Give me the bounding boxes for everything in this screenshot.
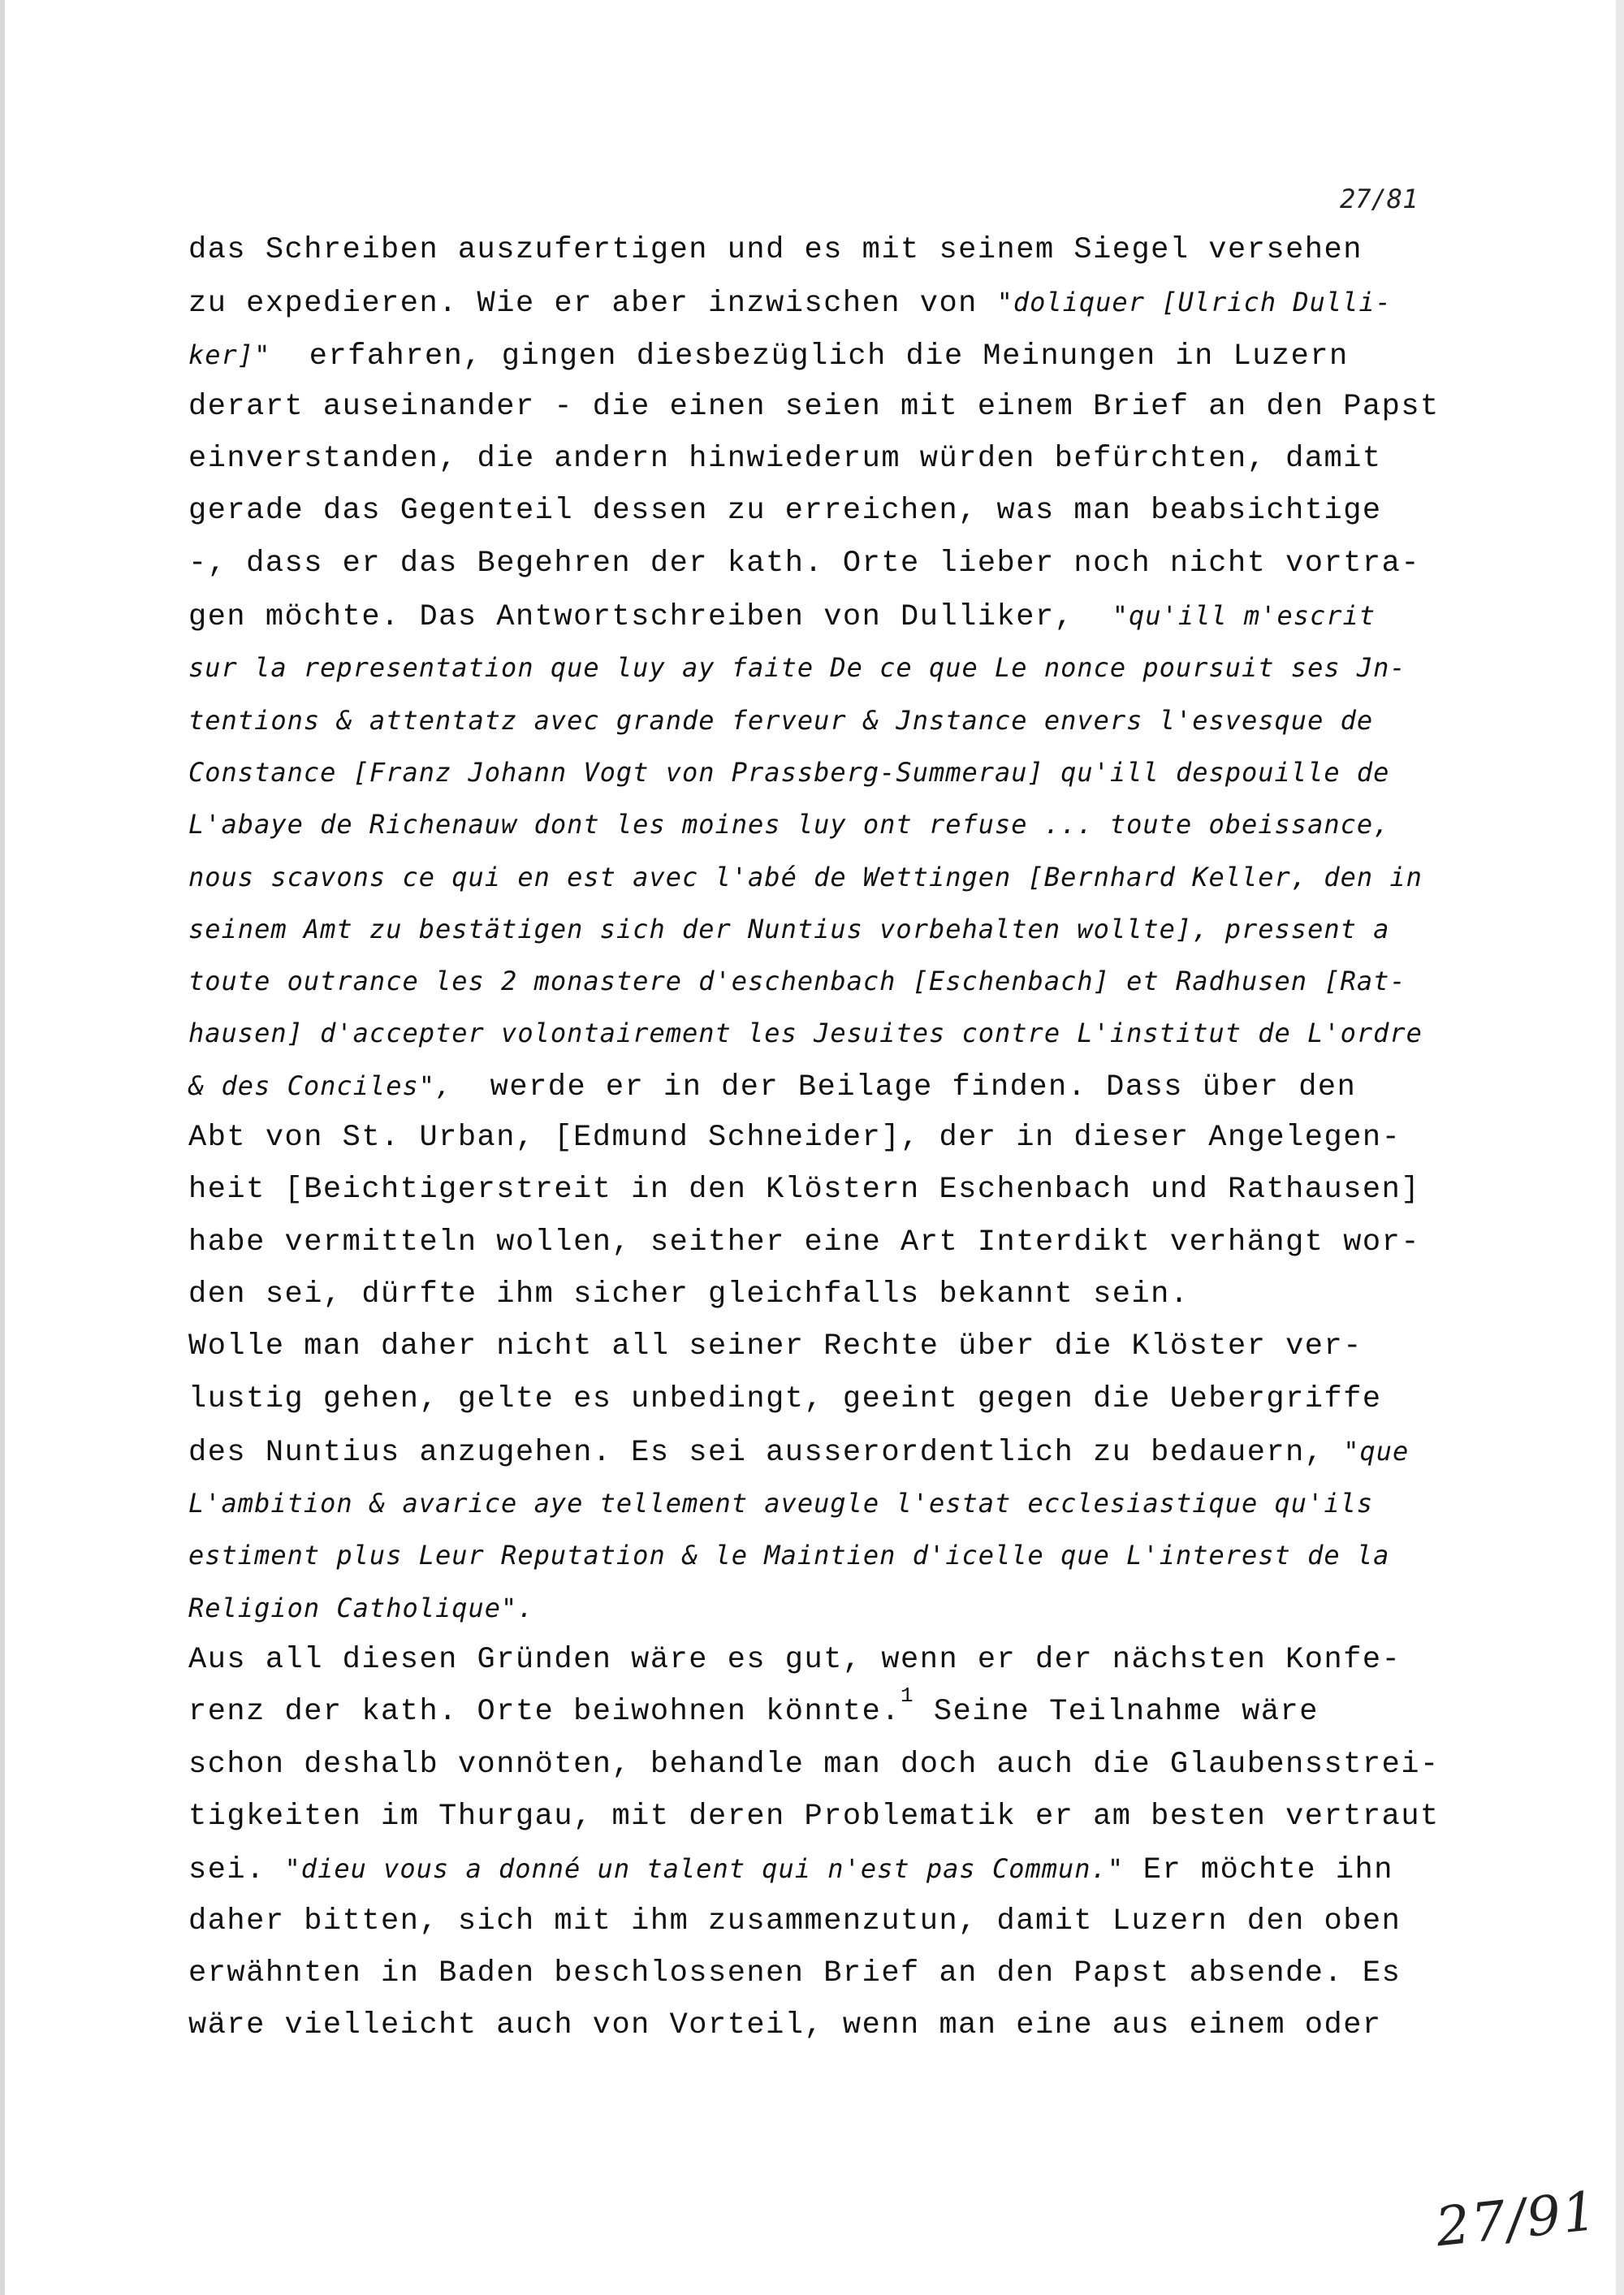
text-segment: gerade das Gegenteil dessen zu erreichen, was man beabsichtige: [188, 494, 1382, 529]
body-text: [188, 224, 1569, 2051]
text-line: [188, 798, 1569, 850]
quoted-text-segment: Religion Catholique".: [188, 1592, 534, 1623]
quoted-text-segment: "dieu vous a donné un talent qui n'est pas Commun.": [284, 1853, 1125, 1885]
text-line: [188, 1529, 1569, 1581]
text-segment: derart auseinander - die einen seien mit einem Brief an den Papst: [188, 389, 1440, 424]
quoted-text-segment: "qu'ill m'escrit: [1112, 600, 1376, 632]
quoted-text-segment: Constance [Franz Johann Vogt von Prassberg-Summerau] qu'ill despouille de: [188, 756, 1390, 788]
text-line: [188, 276, 1569, 328]
text-segment: Abt von St. Urban, [Edmund Schneider], der in dieser Angelegen-: [188, 1121, 1402, 1156]
text-segment: Aus all diesen Gründen wäre es gut, wenn er der nächsten Konfe-: [188, 1643, 1402, 1678]
text-line: [188, 1425, 1569, 1477]
text-line: [188, 1843, 1569, 1895]
text-line: [188, 329, 1569, 381]
quoted-text-segment: hausen] d'accepter volontairement les Jesuites contre L'institut de L'ordre: [188, 1018, 1423, 1049]
text-line: [188, 1739, 1569, 1791]
text-segment: zu expedieren. Wie er aber inzwischen von: [188, 287, 997, 322]
text-line: [188, 955, 1569, 1007]
text-line: [188, 1060, 1569, 1112]
text-line: [188, 1373, 1569, 1425]
text-line: [188, 485, 1569, 537]
text-line: [188, 1320, 1569, 1372]
text-line: [188, 590, 1569, 642]
text-line: [188, 1269, 1569, 1320]
text-line: [188, 1683, 1569, 1738]
text-line: [188, 1947, 1569, 1999]
text-line: [188, 381, 1569, 433]
text-segment: renz der kath. Orte beiwohnen könnte.: [188, 1695, 901, 1730]
quoted-text-segment: sur la representation que luy ay faite De ce que Le nonce poursuit ses Jn-: [188, 652, 1406, 684]
page-right-edge: [1616, 0, 1624, 2295]
page-number: 27/81: [1340, 184, 1419, 214]
footnote-marker: 1: [901, 1683, 915, 1709]
text-segment: tigkeiten im Thurgau, mit deren Problematik er am besten vertraut: [188, 1799, 1440, 1834]
quoted-text-segment: toute outrance les 2 monastere d'eschenbach [Eschenbach] et Radhusen [Rat-: [188, 966, 1406, 997]
text-line: [188, 694, 1569, 746]
text-segment: gen möchte. Das Antwortschreiben von Dulliker,: [188, 600, 1112, 635]
text-segment: erfahren, gingen diesbezüglich die Meinungen in Luzern: [270, 339, 1349, 374]
text-line: [188, 1791, 1569, 1843]
text-segment: werde er in der Beilage finden. Dass über den: [451, 1070, 1357, 1104]
text-segment: des Nuntius anzugehen. Es sei ausserordentlich zu bedauern,: [188, 1435, 1344, 1470]
quoted-text-segment: L'abaye de Richenauw dont les moines luy ont refuse ... toute obeissance,: [188, 809, 1390, 841]
quoted-text-segment: & des Conciles",: [188, 1070, 452, 1101]
text-line: [188, 1007, 1569, 1059]
text-line: [188, 1634, 1569, 1686]
text-segment: das Schreiben auszufertigen und es mit seinem Siegel versehen: [188, 233, 1363, 267]
text-line: [188, 1112, 1569, 1164]
text-segment: den sei, dürfte ihm sicher gleichfalls bekannt sein.: [188, 1277, 1190, 1312]
text-line: [188, 224, 1569, 276]
text-segment: habe vermitteln wollen, seither eine Art Interdikt verhängt wor-: [188, 1225, 1421, 1260]
text-segment: sei.: [188, 1853, 285, 1888]
quoted-text-segment: nous scavons ce qui en est avec l'abé de Wettingen [Bernhard Keller, den in: [188, 861, 1423, 892]
page-left-edge: [0, 0, 5, 2295]
text-segment: daher bitten, sich mit ihm zusammenzutun, damit Luzern den oben: [188, 1904, 1402, 1938]
text-line: [188, 1217, 1569, 1269]
text-line: [188, 851, 1569, 903]
text-line: [188, 903, 1569, 955]
text-segment: Wolle man daher nicht all seiner Rechte über die Klöster ver-: [188, 1329, 1363, 1364]
text-line: [188, 1477, 1569, 1529]
quoted-text-segment: "doliquer [Ulrich Dulli-: [996, 287, 1392, 318]
text-line: [188, 1582, 1569, 1634]
quoted-text-segment: tentions & attentatz avec grande ferveur & Jnstance envers l'esvesque de: [188, 704, 1374, 736]
text-segment: Er möchte ihn: [1124, 1853, 1393, 1888]
text-segment: Seine Teilnahme wäre: [914, 1695, 1319, 1730]
text-segment: einverstanden, die andern hinwiederum würden befürchten, damit: [188, 442, 1382, 477]
text-line: [188, 746, 1569, 798]
text-segment: heit [Beichtigerstreit in den Klöstern Eschenbach und Rathausen]: [188, 1173, 1421, 1208]
handwritten-folio-number: 27/91: [1432, 2179, 1601, 2259]
text-segment: wäre vielleicht auch von Vorteil, wenn man eine aus einem oder: [188, 2008, 1382, 2043]
text-line: [188, 433, 1569, 485]
text-segment: lustig gehen, gelte es unbedingt, geeint gegen die Uebergriffe: [188, 1381, 1382, 1416]
quoted-text-segment: "que: [1343, 1435, 1410, 1467]
text-line: [188, 1999, 1569, 2051]
quoted-text-segment: L'ambition & avarice aye tellement aveugle l'estat ecclesiastique qu'ils: [188, 1488, 1374, 1519]
text-line: [188, 642, 1569, 694]
text-line: [188, 538, 1569, 590]
text-segment: schon deshalb vonnöten, behandle man doch auch die Glaubensstrei-: [188, 1747, 1440, 1782]
text-segment: erwähnten in Baden beschlossenen Brief an den Papst absende. Es: [188, 1956, 1402, 1990]
text-segment: -, dass er das Begehren der kath. Orte lieber noch nicht vortra-: [188, 546, 1421, 581]
quoted-text-segment: seinem Amt zu bestätigen sich der Nuntius vorbehalten wollte], pressent a: [188, 913, 1390, 944]
quoted-text-segment: ker]": [188, 339, 271, 370]
quoted-text-segment: estiment plus Leur Reputation & le Maintien d'icelle que L'interest de la: [188, 1540, 1390, 1571]
text-line: [188, 1164, 1569, 1216]
text-line: [188, 1895, 1569, 1947]
